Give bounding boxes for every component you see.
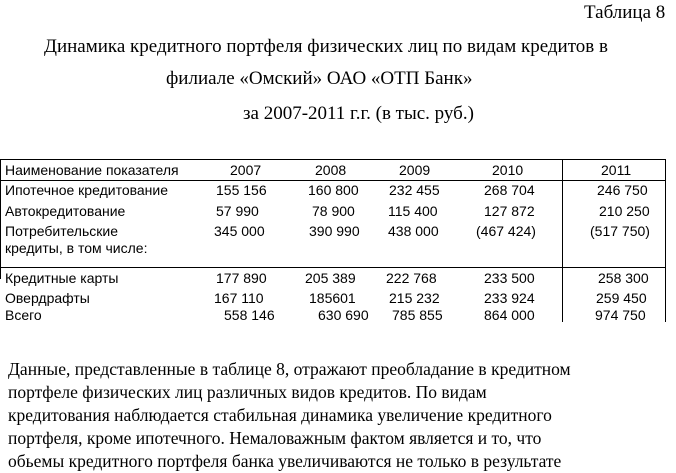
title-line-1: Динамика кредитного портфеля физических лиц по видам кредитов в (44, 36, 608, 57)
cell-2007: 558 146 (224, 307, 275, 323)
cell-2011: 246 750 (597, 182, 648, 198)
cell-2010: 864 000 (484, 307, 535, 323)
cell-2007: 57 990 (216, 203, 259, 219)
cell-2009: 222 768 (386, 270, 437, 286)
table-rule-consumer (0, 267, 665, 268)
cell-2008: 205 389 (305, 270, 356, 286)
row-label: Овердрафты (5, 290, 90, 306)
paragraph-line: портфеля, кроме ипотечного. Немаловажным фактом является и то, что (8, 428, 542, 448)
cell-2008: 160 800 (308, 182, 359, 198)
header-2010: 2010 (492, 162, 524, 178)
cell-2010: 233 500 (484, 270, 535, 286)
title-line-2: филиале «Омский» ОАО «ОТП Банк» (166, 68, 473, 89)
paragraph-line: Данные, представленные в таблице 8, отражают преобладание в кредитном (8, 359, 571, 379)
cell-2009: 438 000 (388, 223, 439, 239)
table-number: Таблица 8 (584, 2, 666, 23)
row-label: Потребительские (5, 223, 118, 239)
title-line-3: за 2007-2011 г.г. (в тыс. руб.) (243, 103, 474, 124)
credit-portfolio-table (0, 159, 676, 322)
cell-2008: 185601 (309, 290, 356, 306)
body-paragraph (8, 358, 676, 473)
cell-2011: 974 750 (595, 307, 646, 323)
cell-2008: 630 690 (318, 307, 369, 323)
header-2008: 2008 (315, 162, 347, 178)
cell-2011: 259 450 (596, 290, 647, 306)
cell-2010: 233 924 (484, 290, 535, 306)
table-rule-left (0, 159, 1, 279)
cell-2008: 390 990 (309, 223, 360, 239)
row-label: Кредитные карты (5, 270, 119, 286)
cell-2008: 78 900 (312, 203, 355, 219)
cell-2009: 785 855 (392, 307, 443, 323)
cell-2007: 345 000 (214, 223, 265, 239)
cell-2011: (517 750) (590, 223, 650, 239)
cell-2007: 155 156 (216, 182, 267, 198)
table-rule-header (0, 180, 665, 181)
cell-2010: 127 872 (484, 203, 535, 219)
cell-2010: 268 704 (484, 182, 535, 198)
row-label: Автокредитование (5, 203, 126, 219)
cell-2009: 232 455 (389, 182, 440, 198)
header-2011: 2011 (601, 162, 632, 178)
paragraph-line: кредитования наблюдается стабильная динамика увеличение кредитного (8, 405, 552, 425)
row-label: Ипотечное кредитование (5, 182, 169, 198)
header-indicator: Наименование показателя (5, 162, 179, 178)
header-2009: 2009 (399, 162, 431, 178)
cell-2011: 258 300 (598, 270, 649, 286)
table-rule-2011 (562, 159, 563, 322)
header-2007: 2007 (230, 162, 262, 178)
cell-2011: 210 250 (599, 203, 650, 219)
cell-2010: (467 424) (476, 223, 536, 239)
paragraph-line: обьемы кредитного портфеля банка увеличиваются не только в результате (8, 451, 562, 471)
paragraph-line: портфеле физических лиц различных видов кредитов. По видам (8, 382, 487, 402)
row-label: Всего (5, 307, 42, 323)
cell-2009: 215 232 (389, 290, 440, 306)
cell-2007: 177 890 (216, 270, 267, 286)
row-label-continued: кредиты, в том числе: (5, 240, 148, 256)
table-rule-right (665, 159, 666, 322)
cell-2007: 167 110 (214, 290, 264, 306)
table-rule-top (0, 159, 665, 160)
cell-2009: 115 400 (388, 203, 438, 219)
